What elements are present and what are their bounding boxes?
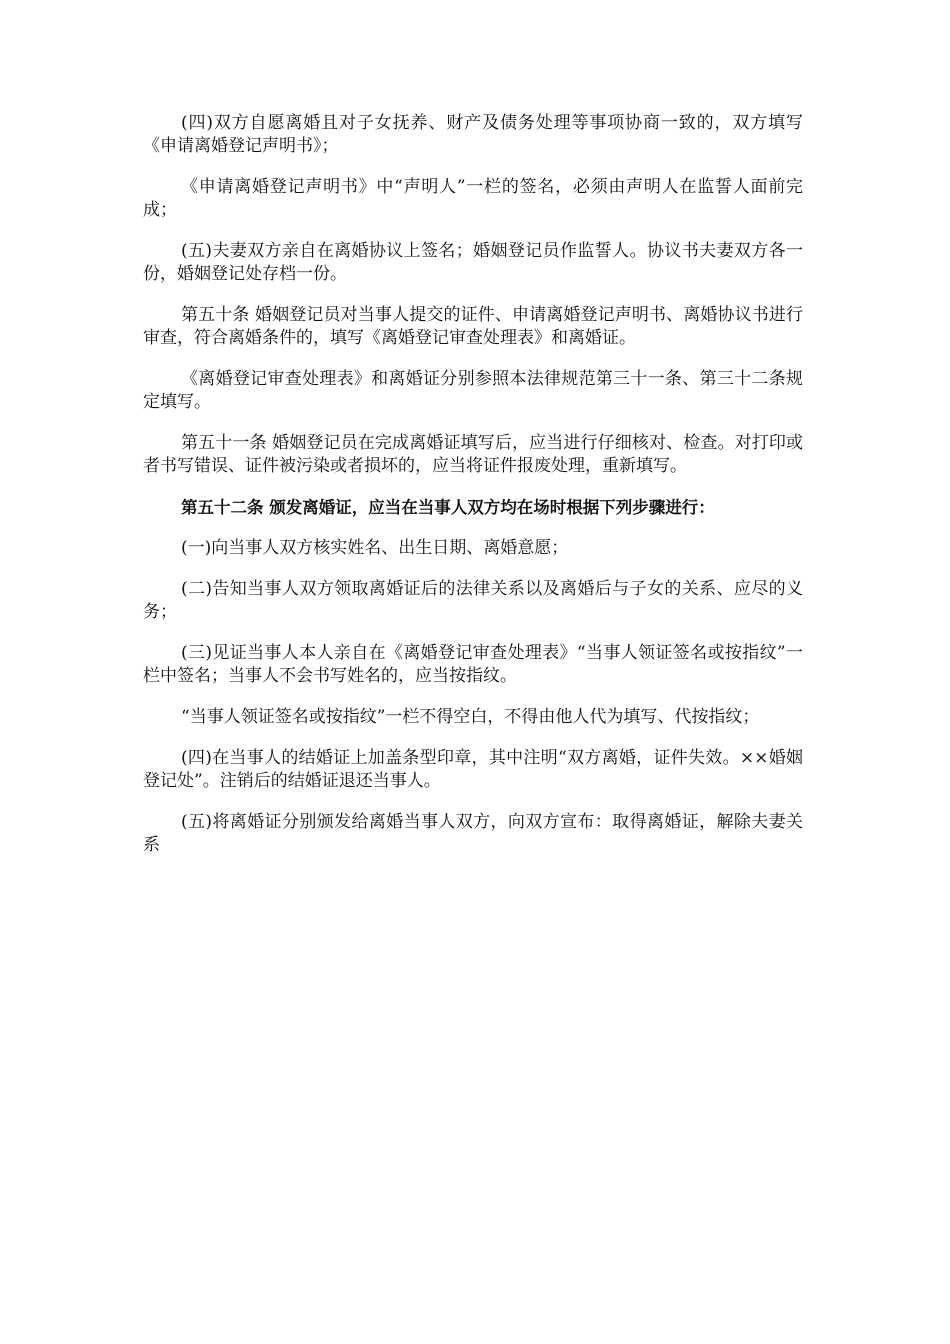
paragraph-article-51: 第五十一条 婚姻登记员在完成离婚证填写后，应当进行仔细核对、检查。对打印或者书写错误、证件被污染或者损坏的，应当将证件报废处理，重新填写。	[143, 433, 803, 476]
paragraph-signature-field-rule: “当事人领证签名或按指纹”一栏不得空白，不得由他人代为填写、代按指纹；	[181, 707, 760, 727]
paragraph-review-form-reference: 《离婚登记审查处理表》和离婚证分别参照本法律规范第三十一条、第三十二条规定填写。	[143, 369, 803, 412]
paragraph-item-5-sign-agreement: (五)夫妻双方亲自在离婚协议上签名；婚姻登记员作监誓人。协议书夫妻双方各一份，婚姻登记处存档一份。	[143, 241, 803, 284]
paragraph-step-2: (二)告知当事人双方领取离婚证后的法律关系以及离婚后与子女的关系、应尽的义务；	[143, 579, 803, 622]
paragraph-step-4: (四)在当事人的结婚证上加盖条型印章，其中注明“双方离婚，证件失效。××婚姻登记处”。注销后的结婚证退还当事人。	[143, 748, 803, 791]
paragraph-step-3: (三)见证当事人本人亲自在《离婚登记审查处理表》“当事人领证签名或按指纹”一栏中签名；当事人不会书写姓名的，应当按指纹。	[143, 643, 803, 686]
paragraph-item-4-agreement: (四)双方自愿离婚且对子女抚养、财产及债务处理等事项协商一致的，双方填写《申请离婚登记声明书》；	[143, 113, 803, 156]
paragraph-article-52-heading: 第五十二条 颁发离婚证，应当在当事人双方均在场时根据下列步骤进行：	[181, 498, 715, 517]
paragraph-declaration-signature: 《申请离婚登记声明书》中“声明人”一栏的签名，必须由声明人在监誓人面前完成；	[143, 177, 803, 220]
paragraph-step-5: (五)将离婚证分别颁发给离婚当事人双方，向双方宣布：取得离婚证，解除夫妻关系	[143, 812, 803, 855]
document-body	[143, 112, 803, 875]
paragraph-step-1: (一)向当事人双方核实姓名、出生日期、离婚意愿；	[181, 538, 569, 558]
paragraph-article-50: 第五十条 婚姻登记员对当事人提交的证件、申请离婚登记声明书、离婚协议书进行审查，符合离婚条件的，填写《离婚登记审查处理表》和离婚证。	[143, 305, 803, 348]
